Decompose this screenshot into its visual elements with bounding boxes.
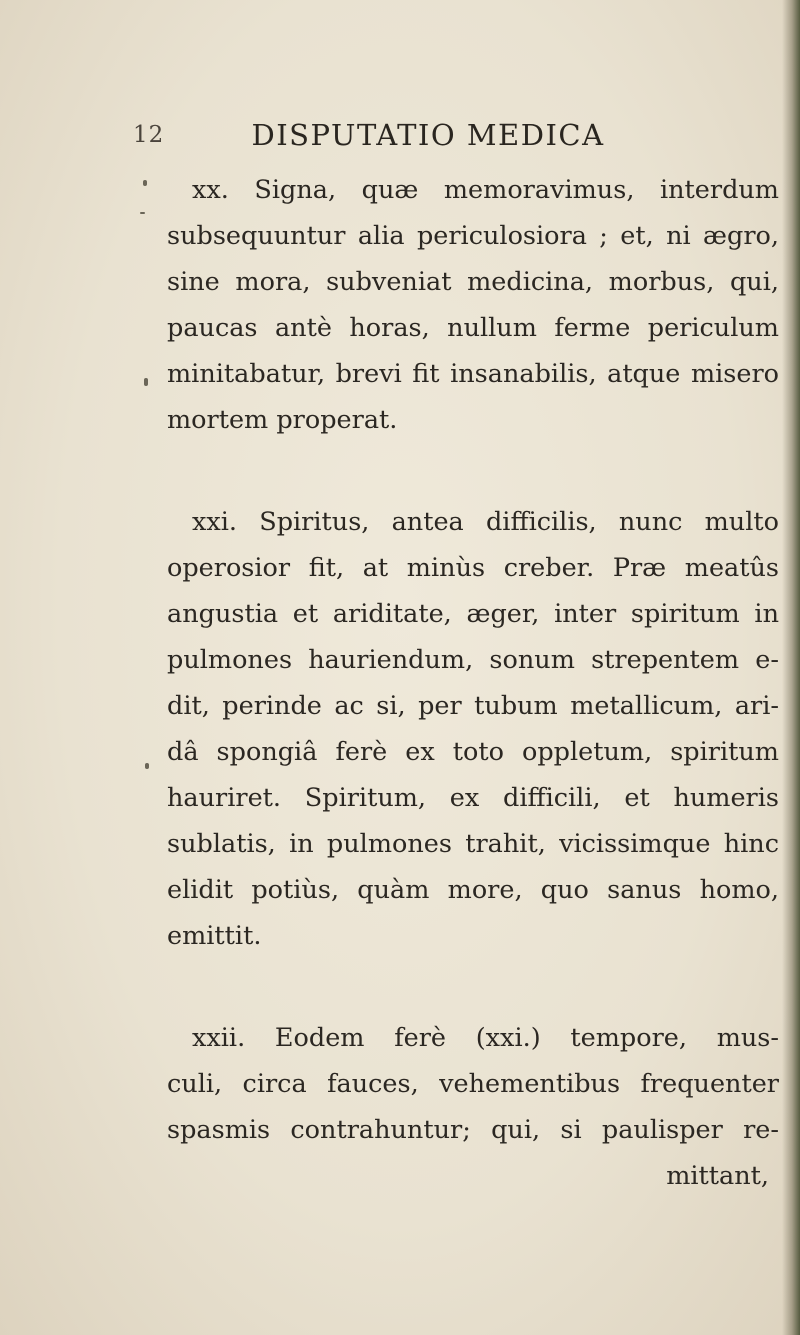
body-text	[167, 167, 779, 1199]
page-number: 12	[133, 122, 165, 148]
text-line: operosior fit, at minùs creber. Præ meatûs	[167, 553, 779, 583]
text-line: paucas antè horas, nullum ferme periculum	[167, 313, 779, 343]
text-line: subsequuntur alia periculosiora ; et, ni ægro,	[167, 221, 779, 251]
text-line: sublatis, in pulmones trahit, vicissimque hinc	[167, 829, 779, 859]
text-line: xxii. Eodem ferè (xxi.) tempore, mus-	[192, 1023, 779, 1053]
ink-speck	[140, 212, 145, 214]
running-title: DISPUTATIO MEDICA	[251, 118, 605, 152]
text-line: hauriret. Spiritum, ex difficili, et humeris	[167, 783, 779, 813]
text-line: elidit potiùs, quàm more, quo sanus homo,	[167, 875, 779, 905]
catchword: mittant,	[666, 1161, 769, 1191]
text-line: spasmis contrahuntur; qui, si paulisper re-	[167, 1115, 779, 1145]
paragraph-xxii	[167, 1015, 779, 1199]
running-head	[133, 118, 693, 158]
text-line: sine mora, subveniat medicina, morbus, qui,	[167, 267, 779, 297]
paragraph-xx	[167, 167, 779, 443]
text-line: dâ spongiâ ferè ex toto oppletum, spiritum	[167, 737, 779, 767]
page-edge-shadow	[782, 0, 800, 1335]
text-line: pulmones hauriendum, sonum strepentem e-	[167, 645, 779, 675]
text-line: culi, circa fauces, vehementibus frequenter	[167, 1069, 779, 1099]
paragraph-xxi	[167, 499, 779, 959]
text-line: angustia et ariditate, æger, inter spiritum in	[167, 599, 779, 629]
text-line: emittit.	[167, 921, 262, 951]
text-line: minitabatur, brevi fit insanabilis, atque misero	[167, 359, 779, 389]
text-line: xxi. Spiritus, antea difficilis, nunc multo	[192, 507, 779, 537]
ink-speck	[145, 763, 149, 769]
ink-speck	[144, 378, 148, 386]
ink-speck	[143, 180, 147, 186]
text-line: dit, perinde ac si, per tubum metallicum, ari-	[167, 691, 779, 721]
text-line: xx. Signa, quæ memoravimus, interdum	[192, 175, 779, 205]
text-line: mortem properat.	[167, 405, 398, 435]
